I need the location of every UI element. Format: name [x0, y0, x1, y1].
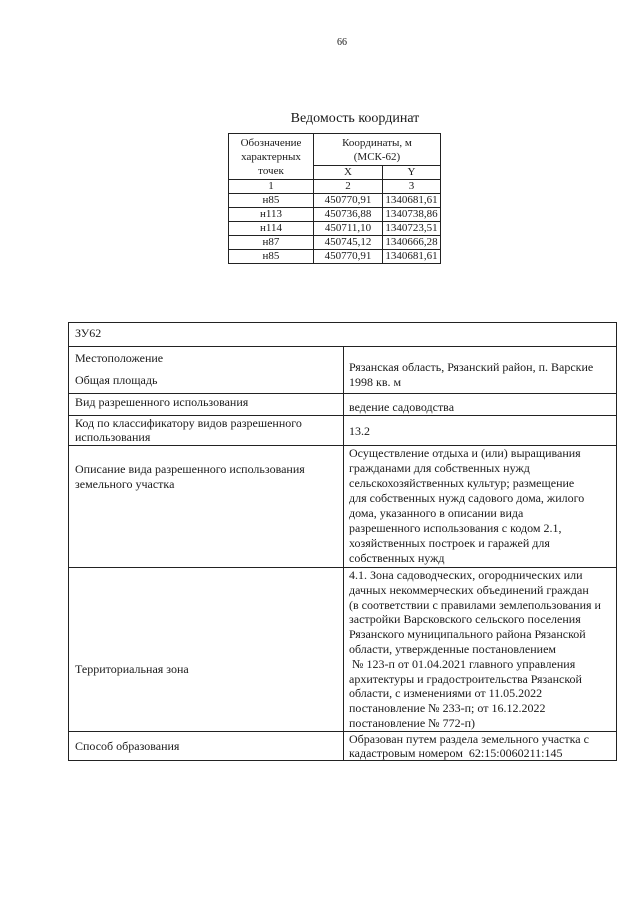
col-number: 1	[229, 180, 314, 194]
area-label: Общая площадь	[75, 373, 158, 387]
table-row	[229, 250, 441, 264]
code-row	[69, 415, 616, 445]
location-labels	[69, 347, 344, 393]
x-cell: 450711,10	[314, 222, 383, 236]
location-value: Рязанская область, Рязанский район, п. Варские	[349, 360, 594, 374]
use-value: ведение садоводства	[349, 400, 455, 414]
page-number: 66	[337, 37, 347, 48]
zone-label: Территориальная зона	[69, 568, 344, 731]
parcel-id: ЗУ62	[75, 326, 102, 340]
location-row	[69, 346, 616, 393]
zone-value: 4.1. Зона садоводческих, огороднических или дачных некоммерческих объединений граждан (в соответствии с правилами землепользования и застройки Варсковского сельского поселения Рязанского муниципального района Рязанской области, утвержденные постановлением № 123-п от 01.04.2021 главного управления архитектуры и градостроительства Рязанской области, с изменениями от 11.05.2022 постановление № 233-п; от 16.12.2022 постановление № 772-п)	[349, 568, 601, 730]
formation-value: Образован путем раздела земельного участка с кадастровым номером 62:15:0060211:145	[349, 732, 589, 760]
formation-label: Способ образования	[69, 732, 344, 760]
description-value: Осуществление отдыха и (или) выращивания гражданами для собственных нужд сельскохозяйственных культур; размещение для собственных нужд садового дома, жилого дома, указанного в описании вида разрешенного использования с кодом 2.1, хозяйственных построек и гаражей для собственных нужд	[349, 446, 585, 565]
point-cell: н87	[229, 236, 314, 250]
x-cell: 450770,91	[314, 194, 383, 208]
table-row	[229, 208, 441, 222]
header-y: Y	[383, 166, 441, 180]
header-coordinates: Координаты, м (МСК-62)	[314, 134, 441, 166]
header-point: Обозначение характерных точек	[229, 134, 314, 180]
y-cell: 1340681,61	[383, 250, 441, 264]
table-row	[229, 236, 441, 250]
location-label: Местоположение	[75, 351, 164, 365]
area-value: 1998 кв. м	[349, 375, 402, 389]
x-cell: 450770,91	[314, 250, 383, 264]
y-cell: 1340723,51	[383, 222, 441, 236]
description-label: Описание вида разрешенного использования земельного участка	[69, 446, 344, 567]
point-cell: н114	[229, 222, 314, 236]
coordinates-table	[228, 133, 441, 264]
x-cell: 450745,12	[314, 236, 383, 250]
use-label: Вид разрешенного использования	[69, 394, 344, 415]
zone-row	[69, 567, 616, 731]
y-cell: 1340666,28	[383, 236, 441, 250]
coordinates-title: Ведомость координат	[290, 111, 420, 126]
table-row	[229, 222, 441, 236]
formation-row	[69, 731, 616, 760]
table-row	[229, 194, 441, 208]
parcel-table	[68, 322, 617, 761]
point-cell: н113	[229, 208, 314, 222]
point-cell: н85	[229, 250, 314, 264]
y-cell: 1340681,61	[383, 194, 441, 208]
use-row	[69, 393, 616, 415]
description-row	[69, 445, 616, 567]
code-label: Код по классификатору видов разрешенного использования	[69, 416, 344, 445]
header-x: X	[314, 166, 383, 180]
parcel-id-row	[69, 323, 616, 346]
location-values	[344, 347, 616, 393]
y-cell: 1340738,86	[383, 208, 441, 222]
col-number: 2	[314, 180, 383, 194]
point-cell: н85	[229, 194, 314, 208]
code-value: 13.2	[349, 424, 370, 438]
col-number: 3	[383, 180, 441, 194]
x-cell: 450736,88	[314, 208, 383, 222]
